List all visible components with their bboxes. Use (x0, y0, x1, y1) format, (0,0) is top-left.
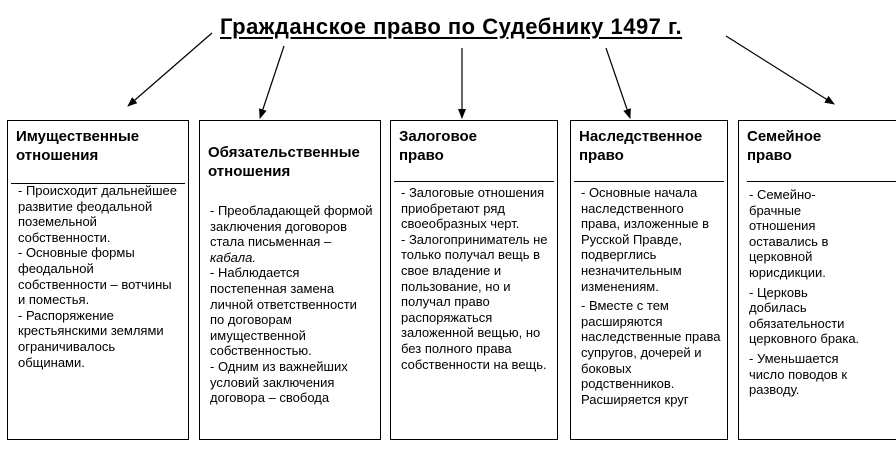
box-divider (747, 181, 896, 182)
box-body (210, 203, 374, 406)
body-paragraph: - Основные формы феодальной собственности – вотчины и поместья. (18, 245, 172, 308)
box-heading: Обязательственные отношения (208, 144, 360, 180)
diagram-title: Гражданское право по Судебнику 1497 г. (220, 14, 683, 39)
box-heading: Наследственное право (579, 128, 703, 164)
arrow-to-inheritance (606, 48, 630, 118)
body-paragraph (210, 203, 374, 265)
kabala-term: кабала. (210, 249, 256, 265)
arrow-to-family (726, 36, 834, 104)
property-relations-box (7, 120, 189, 440)
box-body (749, 187, 866, 398)
body-paragraph: - Залогоприниматель не только получал вещь в свое владение и пользование, но и получал право распоряжаться заложенной вещью, но без полного права собственности на вещь. (401, 231, 548, 372)
body-paragraph: - Одним из важнейших условий заключения договора – свобода (210, 358, 348, 406)
pledge-law-box (390, 120, 558, 440)
body-paragraph: - Распоряжение крестьянскими землями ограничивалось общинами. (18, 307, 164, 370)
body-paragraph: - Вместе с тем расширяются наследственные права супругов, дочерей и боковых родственников. Расширяется круг (581, 298, 721, 407)
box-divider (394, 181, 554, 182)
arrow-to-obligations (260, 46, 284, 118)
family-law-box (738, 120, 896, 440)
box-heading: Имущественные отношения (16, 128, 140, 164)
box-heading: Семейное право (747, 128, 822, 164)
box-body (18, 183, 182, 370)
paragraph-text: - Преобладающей формой заключения договоров стала письменная – (210, 203, 373, 250)
box-body (581, 185, 721, 407)
box-body (401, 185, 551, 372)
body-paragraph: - Основные начала наследственного права, изложенные в Русской Правде, подверглись незначительным изменениям. (581, 185, 709, 294)
body-paragraph: - Залоговые отношения приобретают ряд своеобразных черт. (401, 185, 545, 232)
obligation-relations-box (199, 120, 381, 440)
body-paragraph: - Наблюдается постепенная замена личной ответственности по договорам имущественной собственностью. (210, 265, 357, 359)
body-paragraph: - Происходит дальнейшее развитие феодальной поземельной собственности. (18, 183, 177, 245)
arrow-to-property (128, 33, 212, 106)
inheritance-law-box (570, 120, 728, 440)
box-heading: Залоговое право (399, 128, 477, 164)
body-paragraph: - Семейно-брачные отношения оставались в церковной юрисдикции. (749, 187, 829, 280)
box-divider (574, 181, 724, 182)
body-paragraph: - Уменьшается число поводов к разводу. (749, 350, 848, 398)
body-paragraph: - Церковь добилась обязательности церковного брака. (749, 284, 860, 347)
